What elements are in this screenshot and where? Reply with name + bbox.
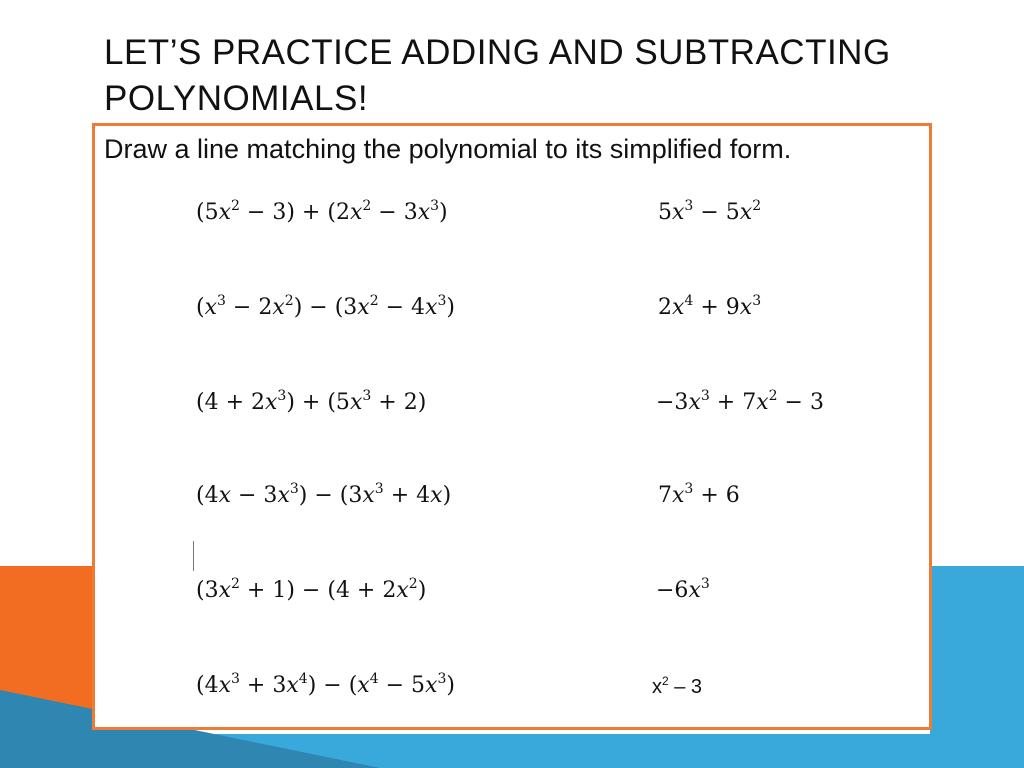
right-expression-2: $2x^4 + 9x^3$ — [658, 293, 762, 320]
instruction-text: Draw a line matching the polynomial to its simplified form. — [104, 134, 792, 164]
slide-title: LET’S PRACTICE ADDING AND SUBTRACTING POLYNOMIALS! — [104, 33, 891, 118]
text-cursor — [193, 541, 194, 571]
left-expression-1: $(5x^2 - 3) + (2x^2 - 3x^3)$ — [196, 198, 448, 225]
left-expression-2: $(x^3 - 2x^2) - (3x^2 - 4x^3)$ — [196, 293, 455, 320]
left-expression-3: $(4 + 2x^3) + (5x^3 + 2)$ — [196, 388, 427, 415]
right-expression-4: $7x^3 + 6$ — [658, 481, 740, 508]
right-expression-1: $5x^3 - 5x^2$ — [658, 198, 762, 225]
left-expression-6: $(4x^3 + 3x^4) - (x^4 - 5x^3)$ — [196, 671, 455, 698]
right-expression-3: $-3x^3 + 7x^2 - 3$ — [656, 388, 824, 415]
left-expression-5: $(3x^2 + 1) - (4 + 2x^2)$ — [196, 576, 427, 603]
right-expression-5: $-6x^3$ — [656, 576, 710, 603]
right-expression-6: $x^2 - 3$ — [652, 674, 703, 698]
left-expression-4: $(4x - 3x^3) - (3x^3 + 4x)$ — [196, 481, 452, 508]
